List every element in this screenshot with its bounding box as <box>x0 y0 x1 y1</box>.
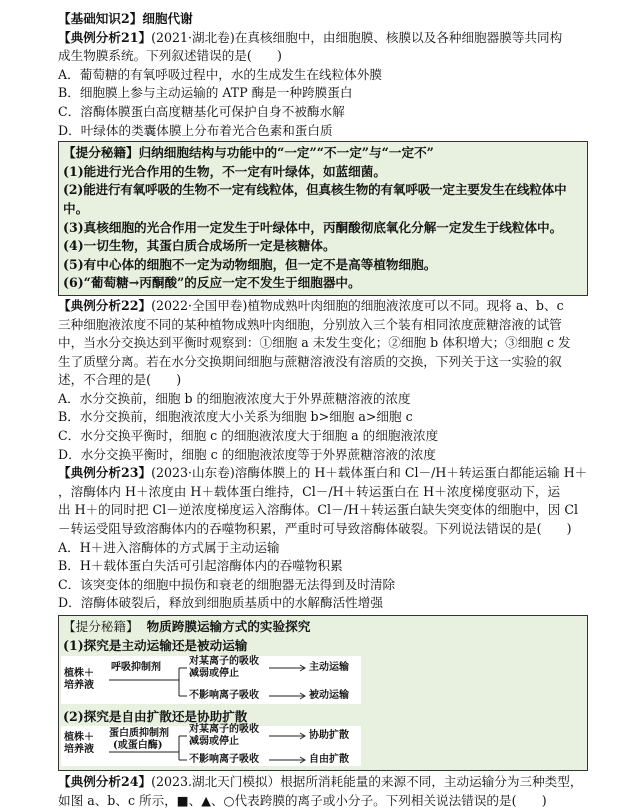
q24-tag: 【典例分析24】 <box>58 774 152 789</box>
d2-mid-2: (或蛋白酶) <box>113 740 163 751</box>
d1-lower-cond: 不影响离子吸收 <box>189 690 259 701</box>
q22-line-4: 生了质壁分离。若在水分交换期间细胞与蔗糖溶液没有溶质的交换，下列关于这一实验的叙 <box>58 353 562 369</box>
q23-option-b: B．H＋载体蛋白失活可引起溶酶体内的吞噬物积累 <box>58 558 343 574</box>
d1-arrows <box>61 656 361 704</box>
q22-option-a: A．水分交换前，细胞 b 的细胞液浓度大于外界蔗糖溶液的浓度 <box>58 390 411 406</box>
q24-line-2: 如图 a、b、c 所示，■、▲、○代表跨膜的离子或小分子。下列相关说法错误的是( ) <box>58 792 547 808</box>
tip2-sub-1: (1)探究是主动运输还是被动运输 <box>63 637 248 653</box>
d1-left-1: 植株＋ <box>64 668 94 679</box>
section-heading: 【基础知识2】细胞代谢 <box>58 11 193 26</box>
tip1-item-3: (3)真核细胞的光合作用一定发生于叶绿体中，丙酮酸彻底氧化分解一定发生于线粒体中。 <box>63 219 563 235</box>
d2-lower-result: 自由扩散 <box>309 754 349 765</box>
q22-option-b: B．水分交换前，细胞液浓度大小关系为细胞 b>细胞 a>细胞 c <box>58 409 413 425</box>
tip2-title-text: 物质跨膜运输方式的实验探究 <box>146 619 311 634</box>
d2-upper-cond-2: 减弱或停止 <box>189 736 239 747</box>
d1-upper-cond-2: 减弱或停止 <box>189 668 239 679</box>
tip1-item-2: (2)能进行有氧呼吸的生物不一定有线粒体，但真核生物的有氧呼吸一定主要发生在线粒体中 <box>63 182 567 198</box>
q23-tag: 【典例分析23】 <box>58 465 152 481</box>
tip2-sub-2: (2)探究是自由扩散还是协助扩散 <box>63 709 248 724</box>
d2-arrows <box>61 726 361 766</box>
tip1-item-2-cont: 中。 <box>63 200 89 216</box>
d1-upper-cond-1: 对某离子的吸收 <box>189 656 259 667</box>
d2-upper-cond-1: 对某离子的吸收 <box>189 724 259 735</box>
q23-option-c: C．该突变体的细胞中损伤和衰老的细胞器无法得到及时清除 <box>58 576 396 592</box>
d2-upper-result: 协助扩散 <box>309 730 349 741</box>
q23-line-1: 【典例分析23】(2023·山东卷)溶酶体膜上的 H＋载体蛋白和 Cl－/H＋转运蛋白都能运输 H＋ <box>58 465 588 481</box>
q24-line-1: 【典例分析24】(2023.湖北天门模拟）根据所消耗能量的来源不同，主动运输分为三种类型， <box>58 774 583 789</box>
d2-lower-cond: 不影响离子吸收 <box>189 754 259 765</box>
d1-lower-result: 被动运输 <box>309 690 349 701</box>
tip2-title <box>63 618 583 637</box>
q22-line-5: 述，不合理的是( ) <box>58 372 182 388</box>
q21-option-d: D．叶绿体的类囊体膜上分布着光合色素和蛋白质 <box>58 122 333 138</box>
tip1-item-5: (5)有中心体的细胞不一定为动物细胞，但一定不是高等植物细胞。 <box>63 256 437 272</box>
q21-option-c: C．溶酶体膜蛋白高度糖基化可保护自身不被酶水解 <box>58 103 345 119</box>
q23-option-a: A．H＋进入溶酶体的方式属于主动运输 <box>58 539 280 555</box>
tip-box-2 <box>58 615 588 771</box>
q22-option-d: D．水分交换平衡时，细胞 c 的细胞液浓度等于外界蔗糖溶液的浓度 <box>58 446 436 462</box>
q21-option-a: A．葡萄糖的有氧呼吸过程中，水的生成发生在线粒体外膜 <box>58 66 382 82</box>
d1-upper-result: 主动运输 <box>309 662 349 673</box>
d2-mid-1: 蛋白质抑制剂 <box>109 728 169 739</box>
d1-left-2: 培养液 <box>64 680 94 691</box>
d2-left-1: 植株＋ <box>64 732 94 743</box>
diagram-active-passive <box>61 656 361 704</box>
d1-mid: 呼吸抑制剂 <box>111 662 161 673</box>
q23-option-d: D．溶酶体破裂后，释放到细胞质基质中的水解酶活性增强 <box>58 595 383 611</box>
q22-tag: 【典例分析22】 <box>58 297 152 313</box>
tip1-item-1: (1)能进行光合作用的生物，不一定有叶绿体，如蓝细菌。 <box>63 163 386 179</box>
q23-line-3: 出 H＋的同时把 Cl－逆浓度梯度运入溶酶体。Cl－/H＋转运蛋白缺失突变体的细胞中，因 Cl <box>58 502 578 518</box>
tip2-title-tag: 【提分秘籍】 <box>63 619 139 634</box>
q21-line-2: 成生物膜系统。下列叙述错误的是( ) <box>58 48 282 64</box>
tip1-title: 【提分秘籍】归纳细胞结构与功能中的“一定”“不一定”与“一定不” <box>63 145 434 161</box>
q21-line-1: 【典例分析21】(2021·湖北卷)在真核细胞中，由细胞膜、核膜以及各种细胞器膜等共同构 <box>58 29 563 45</box>
tip1-item-6: (6)“葡萄糖→丙酮酸”的反应一定不发生于细胞器中。 <box>63 275 361 291</box>
q22-line-3: 中，当水分交换达到平衡时观察到：①细胞 a 未发生变化；②细胞 b 体积增大；③细胞 c 发 <box>58 335 571 351</box>
diagram-free-facilitated <box>61 726 361 766</box>
q21-option-b: B．细胞膜上参与主动运输的 ATP 酶是一种跨膜蛋白 <box>58 85 353 101</box>
tip-box-1 <box>58 141 588 296</box>
tip1-item-4: (4)一切生物，其蛋白质合成场所一定是核糖体。 <box>63 238 336 254</box>
q23-line-2: ，溶酶体内 H＋浓度由 H＋载体蛋白维持，Cl－/H＋转运蛋白在 H＋浓度梯度驱动下，运 <box>58 483 561 499</box>
q22-line-2: 三种细胞液浓度不同的某种植物成熟叶肉细胞，分别放入三个装有相同浓度蔗糖溶液的试管 <box>58 316 562 332</box>
q22-line-1: 【典例分析22】(2022·全国甲卷)植物成熟叶肉细胞的细胞液浓度可以不同。现将 a、b、c <box>58 297 564 313</box>
document-page <box>58 10 588 810</box>
q21-tag: 【典例分析21】 <box>58 29 152 45</box>
q23-line-4: －转运受阻导致溶酶体内的吞噬物积累，严重时可导致溶酶体破裂。下列说法错误的是( ) <box>58 521 572 537</box>
q22-option-c: C．水分交换平衡时，细胞 c 的细胞液浓度大于细胞 a 的细胞液浓度 <box>58 428 439 444</box>
d2-left-2: 培养液 <box>64 744 94 755</box>
